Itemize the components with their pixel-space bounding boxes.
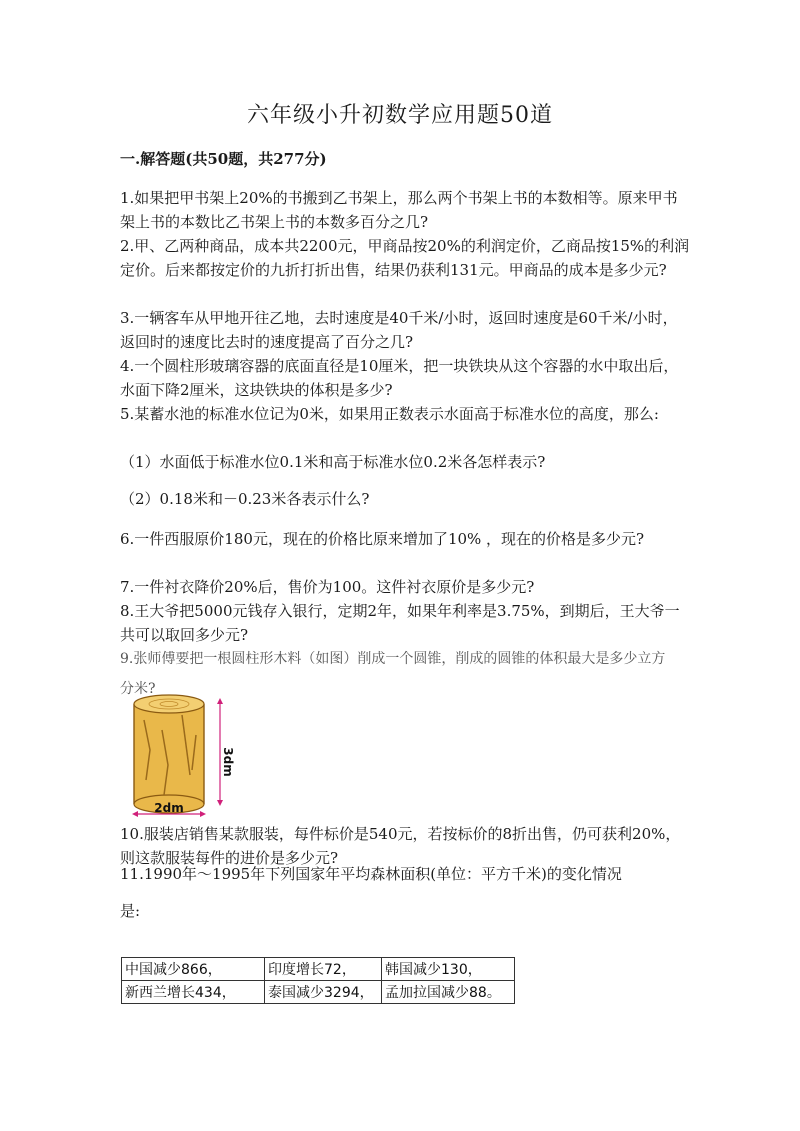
table-cell: 韩国减少130，: [382, 958, 515, 981]
question-5: 5.某蓄水池的标准水位记为0米，如果用正数表示水面高于标准水位的高度，那么:: [120, 405, 659, 423]
question-10: 10.服装店销售某款服装，每件标价是540元，若按标价的8折出售，仍可获利20%，则这款服装每件的进价是多少元?: [120, 825, 681, 867]
page-title: 六年级小升初数学应用题50道: [247, 103, 553, 128]
log-illustration: [120, 690, 240, 820]
question-9-line-1: 9.张师傅要把一根圆柱形木料（如图）削成一个圆锥，削成的圆锥的体积最大是多少立方: [120, 651, 666, 667]
cylinder-log-figure: [120, 690, 240, 820]
question-1: 1.如果把甲书架上20%的书搬到乙书架上，那么两个书架上书的本数相等。原来甲书架上书的本数比乙书架上书的本数多百分之几?: [120, 189, 678, 231]
question-3: 3.一辆客车从甲地开往乙地，去时速度是40千米/小时，返回时速度是60千米/小时，返回时的速度比去时的速度提高了百分之几?: [120, 309, 678, 351]
question-8: 8.王大爷把5000元钱存入银行，定期2年，如果年利率是3.75%，到期后，王大爷一共可以取回多少元?: [120, 602, 680, 644]
table-row: [122, 958, 515, 981]
table-cell: 中国减少866，: [122, 958, 265, 981]
question-9-line-2: 分米?: [120, 681, 156, 697]
table-cell: 印度增长72，: [265, 958, 382, 981]
height-label: 3dm: [221, 747, 235, 777]
question-11-line-2: 是:: [120, 902, 141, 920]
section-heading: 一.解答题(共50题，共277分): [120, 150, 327, 168]
table-cell: 新西兰增长434，: [122, 981, 265, 1004]
table-row: [122, 981, 515, 1004]
log-top: [134, 695, 204, 713]
question-2: 2.甲、乙两种商品，成本共2200元，甲商品按20%的利润定价，乙商品按15%的利润定价。后来都按定价的九折打折出售，结果仍获利131元。甲商品的成本是多少元?: [120, 237, 690, 279]
question-5-part-1: （1）水面低于标准水位0.1米和高于标准水位0.2米各怎样表示?: [120, 453, 546, 471]
table-cell: 孟加拉国减少88。: [382, 981, 515, 1004]
question-7: 7.一件衬衣降价20%后，售价为100。这件衬衣原价是多少元?: [120, 578, 535, 596]
forest-area-table: [121, 957, 515, 1004]
question-11-line-1: 11.1990年～1995年下列国家年平均森林面积(单位：平方千米)的变化情况: [120, 865, 622, 883]
question-6: 6.一件西服原价180元，现在的价格比原来增加了10% ，现在的价格是多少元?: [120, 530, 645, 548]
table-cell: 泰国减少3294，: [265, 981, 382, 1004]
question-5-part-2: （2）0.18米和－0.23米各表示什么?: [120, 490, 370, 508]
question-4: 4.一个圆柱形玻璃容器的底面直径是10厘米，把一块铁块从这个容器的水中取出后，水面下降2厘米，这块铁块的体积是多少?: [120, 357, 679, 399]
width-label: 2dm: [154, 801, 184, 815]
